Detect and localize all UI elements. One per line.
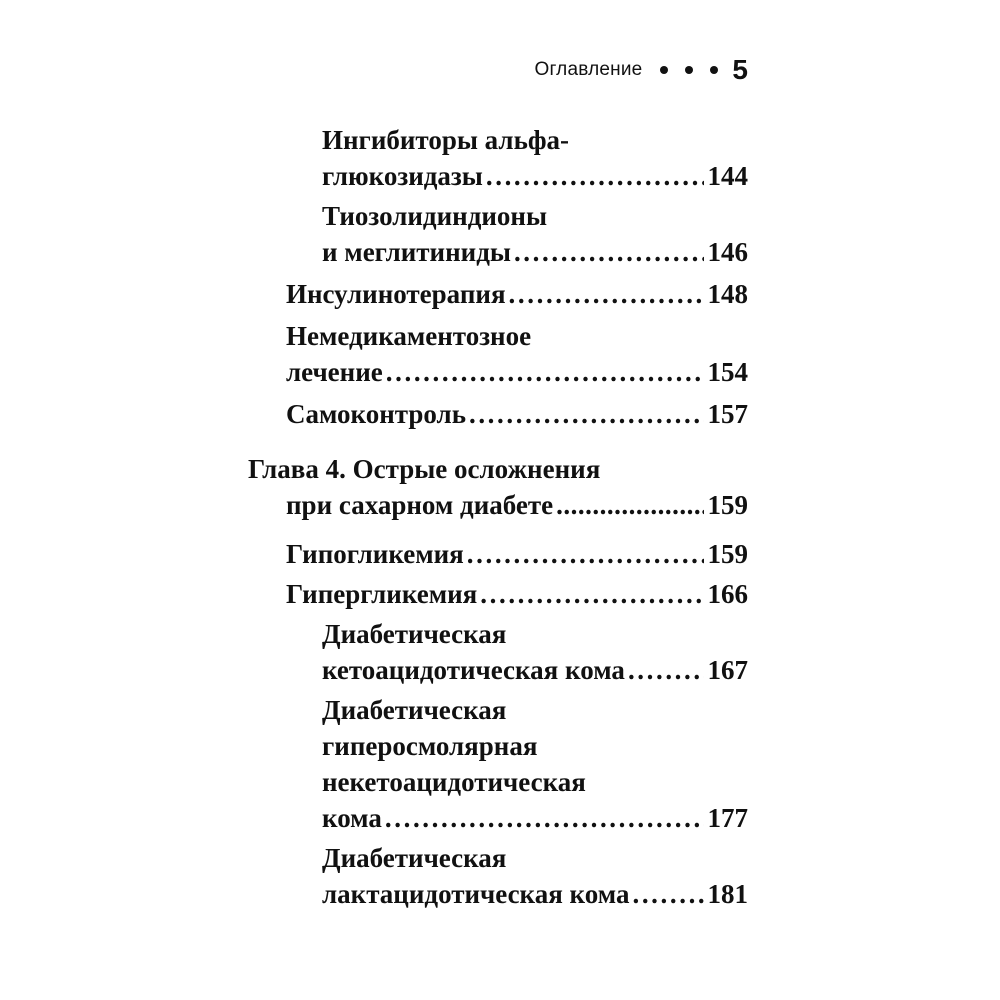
dot-leader (469, 396, 704, 432)
toc-entry-hypoglycemia (248, 536, 748, 572)
bullet-icon (660, 66, 668, 74)
dot-leader (385, 800, 704, 836)
toc-entry-title-line: Ингибиторы альфа- (322, 125, 570, 155)
toc-page-number: 154 (707, 357, 748, 387)
toc-entry-title-line: Немедикаментозное (286, 321, 532, 351)
toc-page-number: 166 (707, 579, 748, 609)
header-dots (660, 66, 718, 74)
toc-entry-last-line (286, 536, 748, 572)
bullet-icon (710, 66, 718, 74)
toc-entry-chapter-4 (248, 451, 748, 523)
toc-page-number: 167 (707, 655, 748, 685)
running-header (534, 56, 748, 84)
bullet-icon (685, 66, 693, 74)
toc-entry-last-line (248, 487, 748, 523)
header-title: Оглавление (534, 59, 643, 80)
toc-page-number: 144 (707, 161, 748, 191)
toc-page-number: 159 (707, 490, 748, 520)
toc-page-number: 146 (707, 237, 748, 267)
toc-entry-insulin-therapy (248, 276, 748, 312)
toc-entry-hyperosmolar-coma (248, 692, 748, 836)
toc-entry-lactic-acidotic-coma (248, 840, 748, 912)
toc-entry-last-line (286, 576, 748, 612)
dot-leader (556, 487, 703, 523)
toc-entry-title-line: некетоацидотическая (322, 767, 586, 797)
toc-chapter-title-line: Глава 4. Острые осложнения (248, 454, 601, 484)
toc-page-number: 181 (707, 879, 748, 909)
toc-chapter-title: при сахарном диабете (286, 490, 554, 520)
toc-entry-title: и меглитиниды (322, 237, 511, 267)
dot-leader (480, 576, 703, 612)
toc-entry-ketoacidotic-coma (248, 616, 748, 688)
dot-leader (514, 234, 704, 270)
toc-entry-title: кетоацидотическая кома (322, 655, 625, 685)
toc-entry-title: Инсулинотерапия (286, 279, 506, 309)
toc-entry-last-line (322, 876, 748, 912)
dot-leader (509, 276, 704, 312)
dot-leader (632, 876, 703, 912)
toc-entry-title-line: гиперосмолярная (322, 731, 538, 761)
toc-entry-title-line: Тиозолидиндионы (322, 201, 548, 231)
toc-entry-title: Самоконтроль (286, 399, 466, 429)
page-number: 5 (732, 54, 748, 85)
toc-entry-non-drug-treatment (248, 318, 748, 390)
toc-entry-title-line: Диабетическая (322, 619, 507, 649)
toc-entry-last-line (286, 276, 748, 312)
toc-entry-alpha-glucosidase (248, 122, 748, 194)
dot-leader (628, 652, 704, 688)
toc-entry-title: Гипергликемия (286, 579, 478, 609)
toc-entry-thiazolidinediones (248, 198, 748, 270)
toc-entry-last-line (286, 354, 748, 390)
toc-entry-last-line (286, 396, 748, 432)
toc-entry-title: глюкозидазы (322, 161, 483, 191)
toc-entry-self-monitoring (248, 396, 748, 432)
toc-entry-title: лактацидотическая кома (322, 879, 630, 909)
toc-entry-title-line: Диабетическая (322, 843, 507, 873)
toc-entry-last-line (322, 234, 748, 270)
toc-entry-title: кома (322, 803, 382, 833)
toc-entry-title: Гипогликемия (286, 539, 464, 569)
dot-leader (386, 354, 704, 390)
toc-entry-last-line (322, 652, 748, 688)
toc-entry-last-line (322, 800, 748, 836)
dot-leader (467, 536, 704, 572)
table-of-contents (248, 122, 748, 912)
toc-entry-title-line: Диабетическая (322, 695, 507, 725)
toc-entry-title: лечение (286, 357, 383, 387)
dot-leader (486, 158, 704, 194)
toc-page-number: 159 (707, 539, 748, 569)
toc-page-number: 157 (707, 399, 748, 429)
toc-page-number: 177 (707, 803, 748, 833)
toc-entry-last-line (322, 158, 748, 194)
toc-entry-hyperglycemia (248, 576, 748, 612)
toc-page-number: 148 (707, 279, 748, 309)
